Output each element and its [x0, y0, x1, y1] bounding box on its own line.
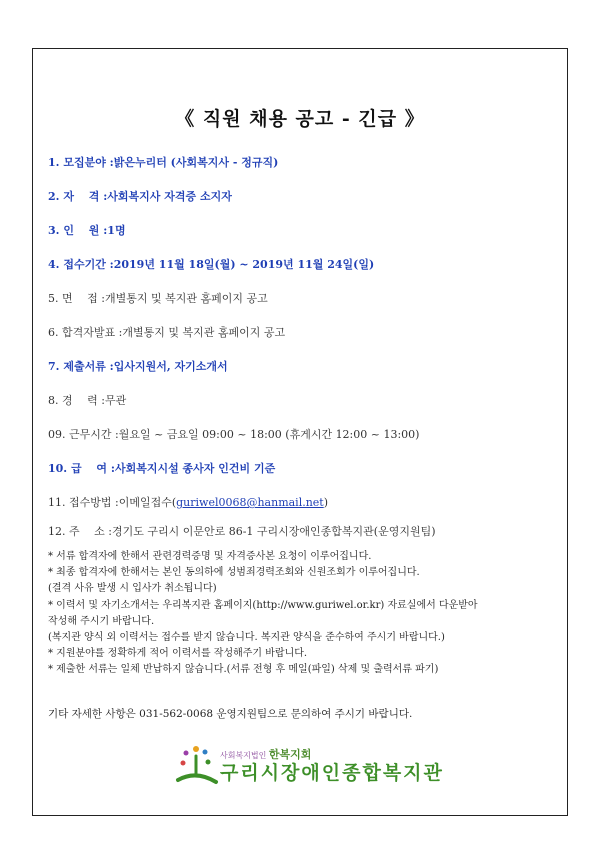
info-item-value: 개별통지 및 복지관 홈페이지 공고	[104, 292, 268, 305]
note-line: (결격 사유 발생 시 입사가 취소됩니다)	[48, 583, 217, 595]
contact-footer: 기타 자세한 사항은 031-562-0068 운영지원팀으로 문의하여 주시기 바랍니다.	[48, 708, 413, 720]
logo-name: 구리시장애인종합복지관	[220, 762, 444, 784]
logo-mark-icon	[172, 740, 222, 792]
note-line: (복지관 양식 외 이력서는 접수를 받지 않습니다. 복지관 양식을 준수하여 주시기 바랍니다.)	[48, 632, 445, 644]
info-item	[48, 523, 436, 539]
info-item-label: 7. 제출서류 :	[48, 360, 114, 373]
info-item-value: 1명	[107, 224, 126, 237]
info-item-value: 입사지원서, 자기소개서	[113, 360, 228, 373]
info-item-value: 무관	[104, 394, 127, 407]
note-line: * 최종 합격자에 한해서는 본인 동의하에 성범죄경력조회와 신원조회가 이루어집니다.	[48, 567, 420, 579]
email-link[interactable]: guriwel0068@hanmail.net	[176, 496, 324, 509]
info-item-value: 사회복지사 자격증 소지자	[107, 190, 232, 203]
info-item	[48, 222, 126, 238]
info-item-value: 이메일접수(	[118, 496, 177, 509]
note-line: 작성해 주시기 바랍니다.	[48, 615, 155, 627]
info-item-value: 사회복지시설 종사자 인건비 기준	[114, 462, 276, 475]
logo-sub-brand: 한복지회	[268, 748, 312, 761]
logo-sub-prefix: 사회복지법인	[220, 751, 269, 760]
info-item	[48, 392, 126, 408]
info-item-label: 3. 인 원 :	[48, 224, 108, 237]
note-line: * 이력서 및 자기소개서는 우리복지관 홈페이지(http://www.guriwel.or.kr) 자료실에서 다운받아	[48, 599, 478, 611]
info-item	[48, 358, 228, 374]
info-item	[48, 494, 328, 510]
info-item-value: 경기도 구리시 이문안로 86-1 구리시장애인종합복지관(운영지원팀)	[111, 525, 436, 538]
notes	[48, 549, 548, 679]
organization-logo	[172, 740, 444, 792]
info-item-value: 월요일 ~ 금요일 09:00 ~ 18:00 (휴게시간 12:00 ~ 13:00)	[118, 428, 420, 441]
info-item-label: 11. 접수방법 :	[48, 496, 119, 509]
info-item	[48, 460, 275, 476]
page-title: 《 직원 채용 공고 - 긴급 》	[175, 108, 425, 130]
info-item	[48, 154, 278, 170]
info-item-label: 5. 면 접 :	[48, 292, 105, 305]
note-line: * 제출한 서류는 일체 반납하지 않습니다.(서류 전형 후 메일(파일) 삭제 및 출력서류 파기)	[48, 664, 439, 676]
info-item-value: 2019년 11월 18일(월) ~ 2019년 11월 24일(일)	[113, 258, 375, 271]
info-item	[48, 290, 268, 306]
note-line: * 지원분야를 정확하게 적어 이력서를 작성해주기 바랍니다.	[48, 648, 308, 660]
info-item	[48, 188, 232, 204]
info-item-label: 12. 주 소 :	[48, 525, 112, 538]
info-item-label: 6. 합격자발표 :	[48, 326, 123, 339]
info-item	[48, 324, 285, 340]
info-item-value: 밝은누리터 (사회복지사 - 정규직)	[113, 156, 279, 169]
info-item	[48, 426, 419, 442]
info-item-label: 2. 자 격 :	[48, 190, 108, 203]
note-line: * 서류 합격자에 한해서 관련경력증명 및 자격증사본 요청이 이루어집니다.	[48, 551, 372, 562]
info-item-suffix: )	[323, 496, 329, 509]
info-item-label: 09. 근무시간 :	[48, 428, 119, 441]
info-item-label: 8. 경 력 :	[48, 394, 105, 407]
info-item-label: 1. 모집분야 :	[48, 156, 114, 169]
info-item-label: 10. 급 여 :	[48, 462, 115, 475]
info-item	[48, 256, 374, 272]
info-item-label: 4. 접수기간 :	[48, 258, 114, 271]
info-item-value: 개별통지 및 복지관 홈페이지 공고	[122, 326, 286, 339]
